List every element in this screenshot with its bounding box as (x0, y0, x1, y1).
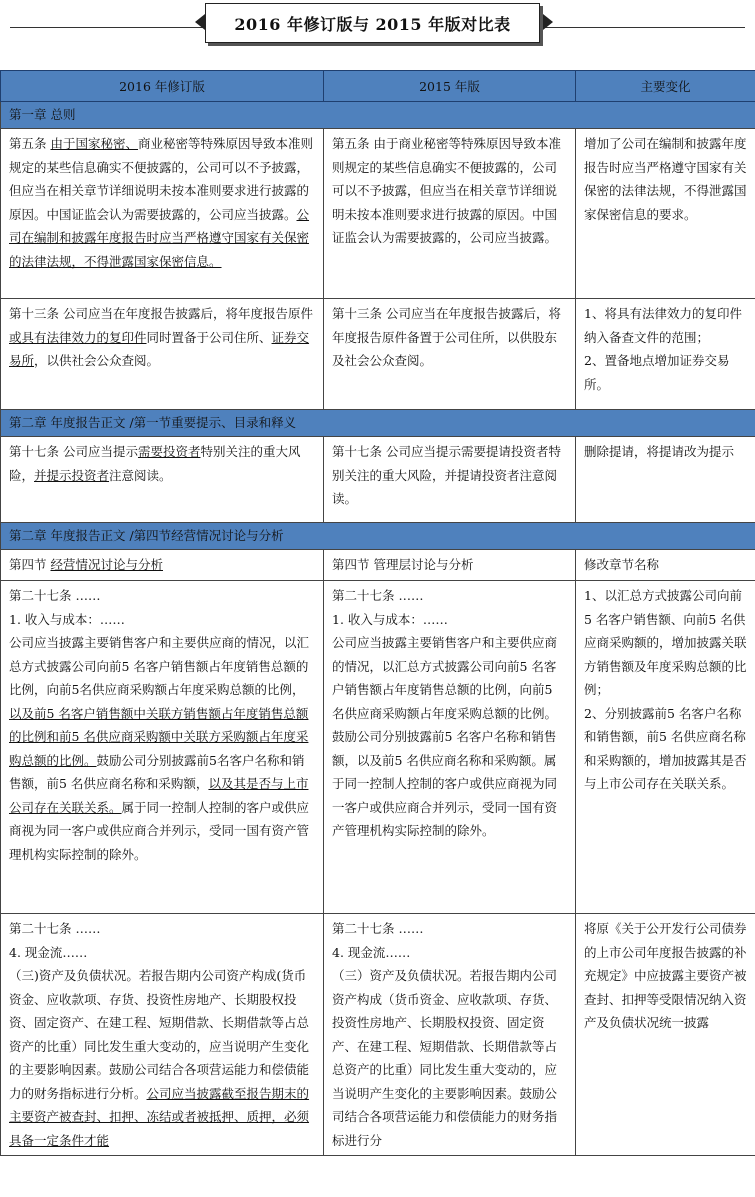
comparison-table (0, 70, 755, 1156)
text-run: 商业秘密等特殊原因导致本准则规定的某些信息确实不便披露的，公司可以不予披露，但应当在相关章节详细说明未按本准则要求进行披露的原因。中国证监会认为需要披露的，公司应当披露。 (9, 136, 314, 222)
underlined-text: 或具有法律效力的复印件 (9, 329, 147, 345)
table-row (1, 437, 755, 523)
section-title: 第二章 年度报告正文 /第四节经营情况讨论与分析 (1, 523, 755, 550)
rich-text (9, 964, 315, 1152)
article-heading: 第二十七条 …… (332, 588, 424, 603)
text-run: 公司应当披露主要销售客户和主要供应商的情况，以汇总方式披露公司向前5 名客户销售额占年度销售总额的比例，向前5名供应商采购额占年度采购总额的比例， (9, 635, 310, 697)
cell-2016 (1, 914, 324, 1156)
cell-change (576, 581, 755, 914)
banner-ribbon-right (543, 14, 553, 30)
section-name-underlined: 经营情况讨论与分析 (50, 557, 163, 572)
header-row (1, 71, 755, 102)
underlined-text: 以及前5 名客户销售额中关联方销售额占年度销售总额的比例和前5 名供应商采购额中关联方采购额占年度采购总额的比例。 (9, 705, 309, 768)
cell-change: 删除提请，将提请改为提示 (576, 437, 755, 523)
cell-change (576, 299, 755, 410)
change-item: 2、置备地点增加证券交易所。 (584, 353, 730, 392)
underlined-text: 公司在编制和披露年度报告时应当严格遵守国家有关保密的法律法规，不得泄露国家保密信息。 (9, 206, 310, 269)
rich-text (9, 306, 313, 368)
body-text: （三）资产及负债状况。若报告期内公司资产构成（货币资金、应收款项、存货、投资性房地产、长期股权投资、固定资产、在建工程、短期借款、长期借款等占总资产的比重）同比发生重大变动的，应当说明产生变化的主要影响因素。鼓励公司结合各项营运能力和偿债能力的财务指标进行分 (332, 968, 558, 1148)
body-text: 公司应当披露主要销售客户和主要供应商的情况，以汇总方式披露公司向前5 名客户销售额占年度销售总额的比例，向前5 名供应商采购额占年度采购总额的比例。鼓励公司分别披露前5 名客户名称和销售额，以及前5 名供应商名称和采购额。属于同一控制人控制的客户或供应商视为同一客户或供应商合并列示，受同一国有资产管理机构实际控制的除外。 (332, 635, 558, 838)
header-2016: 2016 年修订版 (1, 71, 324, 102)
cell-2016 (1, 437, 324, 523)
table-row (1, 299, 755, 410)
table-row (1, 581, 755, 914)
underlined-text: 以及其是否与上市公司存在关联关系。 (9, 776, 309, 815)
text-run: 同时置备于公司住所、 (146, 329, 272, 345)
article-heading: 第二十七条 …… (9, 588, 101, 603)
section-row (1, 102, 755, 129)
text-run: 属于同一控制人控制的客户或供应商视为同一客户或供应商合并列示，受同一国有资产管理机构实际控制的除外。 (9, 799, 310, 862)
underlined-text: 公司应当披露截至报告期末的主要资产被查封、扣押、冻结或者被抵押、质押，必须具备一定条件才能 (9, 1085, 310, 1148)
title-box (205, 3, 540, 43)
header-changes: 主要变化 (576, 71, 755, 102)
section-row (1, 410, 755, 437)
rich-text (9, 136, 313, 269)
cell-2015: 第十三条 公司应当在年度报告披露后，将年度报告原件备置于公司住所，以供股东及社会公众查阅。 (324, 299, 576, 410)
text-run: ，以供社会公众查阅。 (34, 353, 160, 368)
table-row (1, 914, 755, 1156)
cell-2015: 第十七条 公司应当提示需要提请投资者特别关注的重大风险，并提请投资者注意阅读。 (324, 437, 576, 523)
header-2015: 2015 年版 (324, 71, 576, 102)
cell-2015 (324, 581, 576, 914)
text-run: 鼓励公司分别披露前5名客户名称和销售额，前5 名供应商名称和采购额， (9, 752, 305, 791)
article-heading: 第二十七条 …… (332, 921, 424, 936)
cell-change: 修改章节名称 (576, 550, 755, 581)
cell-2015: 第四节 管理层讨论与分析 (324, 550, 576, 581)
text-run: 第十七条 公司应当提示 (9, 444, 138, 459)
table-row (1, 550, 755, 581)
cell-change: 增加了公司在编制和披露年度报告时应当严格遵守国家有关保密的法律法规，不得泄露国家保密信息的要求。 (576, 129, 755, 299)
cell-2016 (1, 581, 324, 914)
cell-2016 (1, 550, 324, 581)
cell-change: 将原《关于公开发行公司债券的上市公司年度报告披露的补充规定》中应披露主要资产被查封、扣押等受限情况纳入资产及负债状况统一披露 (576, 914, 755, 1156)
section-title: 第二章 年度报告正文 /第一节重要提示、目录和释义 (1, 410, 755, 437)
underlined-text: 需要投资者 (137, 444, 201, 459)
underlined-text: 由于国家秘密、 (50, 136, 138, 151)
cell-2015 (324, 914, 576, 1156)
rich-text (9, 444, 301, 483)
text-run: （三)资产及负债状况。若报告期内公司资产构成(货币资金、应收款项、存货、投资性房地产、长期股权投资、固定资产、在建工程、短期借款、长期借款等占总资产的比重）同比发生重大变动的，应当说明产生变化的主要影响因素。鼓励公司结合各项营运能力和偿债能力的财务指标进行分析。 (9, 968, 310, 1101)
text-run: 第五条 (9, 136, 51, 151)
section-prefix: 第四节 (9, 557, 51, 572)
text-run: 特别关注的重大风险， (9, 444, 301, 483)
text-run: 注意阅读。 (109, 467, 172, 483)
rich-text (9, 631, 315, 866)
change-item: 1、以汇总方式披露公司向前5 名客户销售额、向前5 名供应商采购额的，增加披露关联方销售额及年度采购总额的比例； (584, 588, 747, 697)
change-item: 1、将具有法律效力的复印件纳入备查文件的范围； (584, 306, 742, 345)
item-heading: 1. 收入与成本：…… (332, 611, 448, 627)
title-banner (0, 0, 755, 62)
change-item: 2、分别披露前5 名客户名称和销售额，前5 名供应商名称和采购额的，增加披露其是否与上市公司存在关联关系。 (584, 705, 747, 791)
item-heading: 4. 现金流…… (9, 944, 88, 960)
banner-ribbon-left (195, 14, 205, 30)
item-heading: 1. 收入与成本：…… (9, 611, 125, 627)
cell-2016 (1, 299, 324, 410)
page-title: 2016 年修订版与 2015 年版对比表 (234, 14, 511, 34)
cell-2016 (1, 129, 324, 299)
table-row (1, 129, 755, 299)
section-row (1, 523, 755, 550)
underlined-text: 证券交易所 (9, 329, 310, 368)
cell-2015: 第五条 由于商业秘密等特殊原因导致本准则规定的某些信息确实不便披露的，公司可以不予披露，但应当在相关章节详细说明未按本准则要求进行披露的原因。中国证监会认为需要披露的，公司应当披露。 (324, 129, 576, 299)
item-heading: 4. 现金流…… (332, 944, 411, 960)
section-title: 第一章 总则 (1, 102, 755, 129)
article-heading: 第二十七条 …… (9, 921, 101, 936)
text-run: 第十三条 公司应当在年度报告披露后，将年度报告原件 (9, 306, 313, 321)
underlined-text: 并提示投资者 (34, 467, 110, 483)
